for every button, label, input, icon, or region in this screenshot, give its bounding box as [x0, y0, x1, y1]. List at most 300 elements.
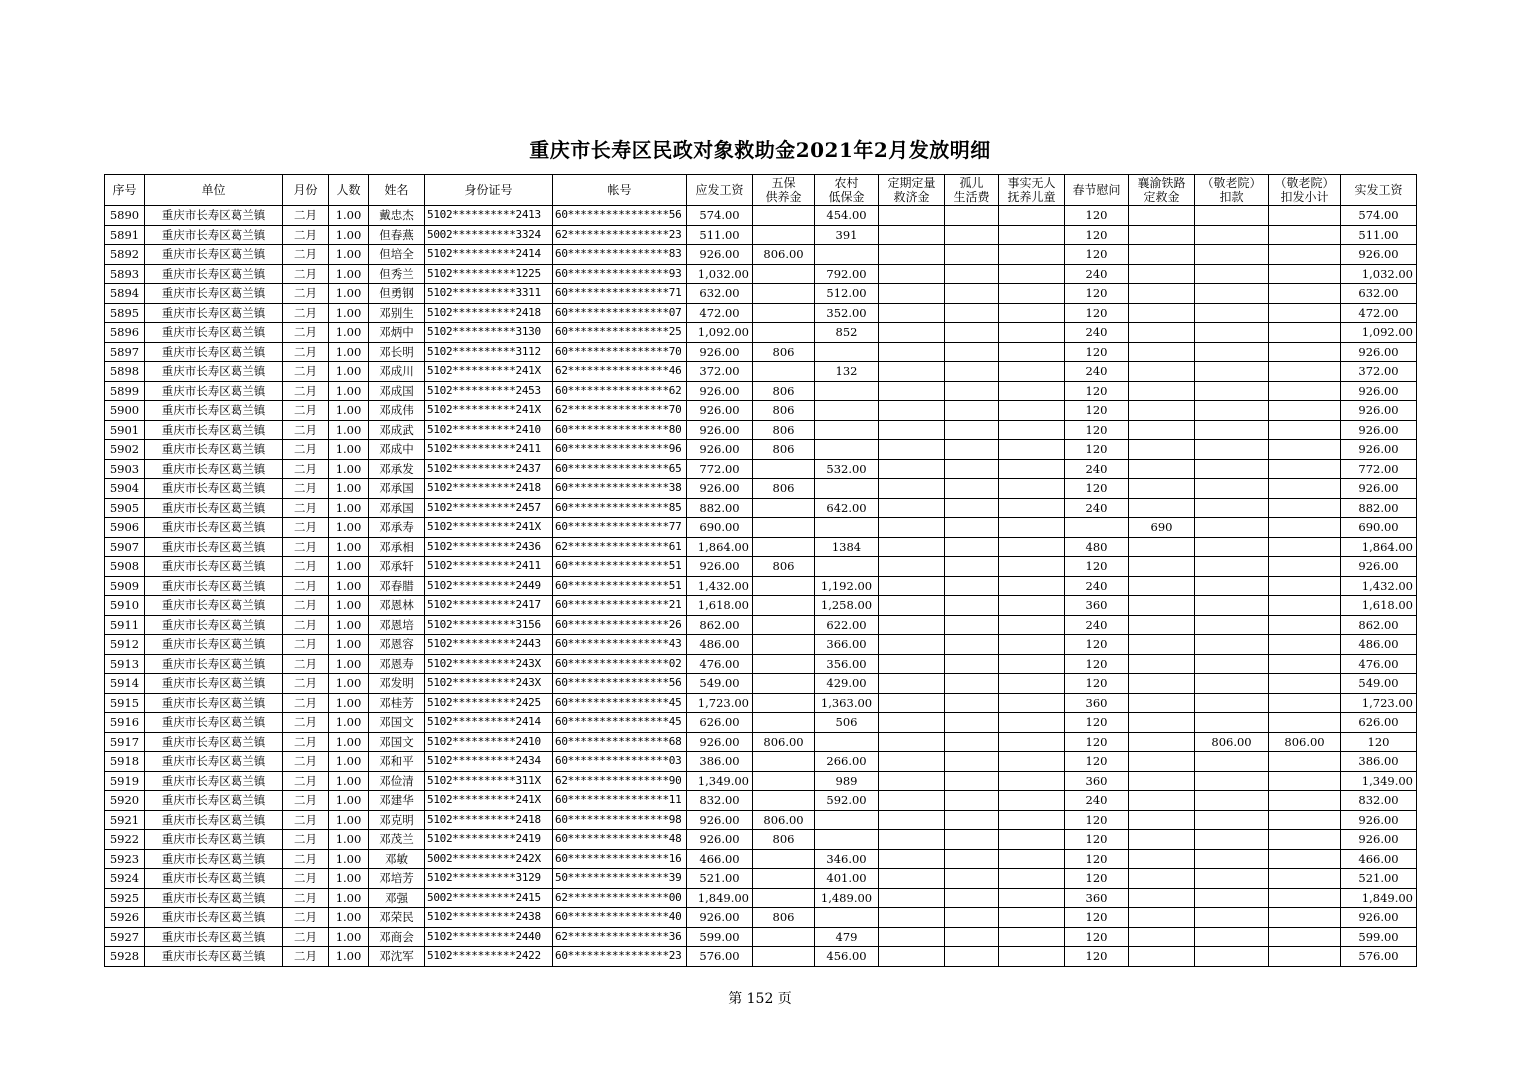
- table-row: [105, 557, 1417, 577]
- table-cell: 邓成武: [369, 420, 425, 440]
- table-cell: [879, 615, 945, 635]
- table-cell: [879, 381, 945, 401]
- table-row: [105, 771, 1417, 791]
- table-cell: 1.00: [329, 654, 369, 674]
- table-cell: [1129, 420, 1195, 440]
- table-cell: 360: [1065, 693, 1129, 713]
- table-cell: 521.00: [1341, 869, 1417, 889]
- table-cell: [999, 557, 1065, 577]
- table-cell: 120: [1065, 206, 1129, 226]
- table-cell: [1129, 752, 1195, 772]
- table-cell: 356.00: [815, 654, 879, 674]
- table-row: [105, 674, 1417, 694]
- table-cell: [879, 635, 945, 655]
- table-cell: 480: [1065, 537, 1129, 557]
- table-cell: [945, 479, 999, 499]
- table-cell: [1195, 284, 1269, 304]
- table-cell: [879, 537, 945, 557]
- table-cell: 5102**********2410: [425, 732, 553, 752]
- table-cell: [945, 381, 999, 401]
- table-cell: [753, 888, 815, 908]
- table-cell: 926.00: [1341, 479, 1417, 499]
- table-cell: 5924: [105, 869, 145, 889]
- table-cell: 5102**********2457: [425, 498, 553, 518]
- table-cell: 120: [1065, 303, 1129, 323]
- table-cell: [1195, 849, 1269, 869]
- table-cell: 360: [1065, 771, 1129, 791]
- table-cell: 重庆市长寿区葛兰镇: [145, 830, 283, 850]
- table-cell: [1195, 693, 1269, 713]
- table-cell: [1269, 869, 1341, 889]
- table-cell: [1269, 713, 1341, 733]
- table-cell: 240: [1065, 459, 1129, 479]
- table-cell: 邓成伟: [369, 401, 425, 421]
- table-cell: [753, 537, 815, 557]
- table-cell: 5921: [105, 810, 145, 830]
- column-header: 实发工资: [1341, 175, 1417, 206]
- column-header: 帐号: [553, 175, 687, 206]
- table-cell: [1195, 908, 1269, 928]
- table-cell: [999, 518, 1065, 538]
- table-cell: 60****************38: [553, 479, 687, 499]
- table-cell: [1195, 498, 1269, 518]
- table-cell: [879, 908, 945, 928]
- table-cell: [753, 927, 815, 947]
- table-cell: 882.00: [1341, 498, 1417, 518]
- table-cell: [1065, 518, 1129, 538]
- table-cell: 二月: [283, 596, 329, 616]
- table-cell: 二月: [283, 908, 329, 928]
- table-cell: [999, 752, 1065, 772]
- table-cell: 120: [1065, 420, 1129, 440]
- table-cell: 5896: [105, 323, 145, 343]
- table-cell: 5899: [105, 381, 145, 401]
- table-cell: 邓国文: [369, 713, 425, 733]
- table-cell: 5903: [105, 459, 145, 479]
- table-row: [105, 401, 1417, 421]
- table-cell: 549.00: [687, 674, 753, 694]
- table-cell: 邓荣民: [369, 908, 425, 928]
- table-cell: 1,092.00: [1341, 323, 1417, 343]
- table-cell: [1129, 557, 1195, 577]
- table-cell: 1.00: [329, 518, 369, 538]
- table-cell: 511.00: [687, 225, 753, 245]
- table-cell: 重庆市长寿区葛兰镇: [145, 284, 283, 304]
- table-cell: 599.00: [687, 927, 753, 947]
- table-cell: 352.00: [815, 303, 879, 323]
- table-cell: [1129, 771, 1195, 791]
- table-cell: 989: [815, 771, 879, 791]
- table-cell: [753, 674, 815, 694]
- table-cell: [1269, 888, 1341, 908]
- table-cell: 1.00: [329, 908, 369, 928]
- table-cell: 但秀兰: [369, 264, 425, 284]
- table-cell: 486.00: [687, 635, 753, 655]
- table-cell: 1.00: [329, 303, 369, 323]
- table-cell: 5102**********241X: [425, 401, 553, 421]
- table-cell: 5926: [105, 908, 145, 928]
- table-cell: 邓国文: [369, 732, 425, 752]
- table-cell: 1.00: [329, 674, 369, 694]
- table-cell: [879, 576, 945, 596]
- table-cell: 599.00: [1341, 927, 1417, 947]
- table-cell: [879, 342, 945, 362]
- table-row: [105, 752, 1417, 772]
- table-cell: [879, 830, 945, 850]
- table-cell: 重庆市长寿区葛兰镇: [145, 225, 283, 245]
- table-cell: [999, 888, 1065, 908]
- table-row: [105, 693, 1417, 713]
- table-cell: 1.00: [329, 206, 369, 226]
- table-cell: [999, 342, 1065, 362]
- table-cell: 邓别生: [369, 303, 425, 323]
- table-cell: [945, 498, 999, 518]
- table-cell: [753, 869, 815, 889]
- table-cell: 60****************43: [553, 635, 687, 655]
- table-cell: [879, 284, 945, 304]
- table-cell: 邓培芳: [369, 869, 425, 889]
- table-cell: [753, 362, 815, 382]
- table-cell: 重庆市长寿区葛兰镇: [145, 908, 283, 928]
- table-cell: [879, 869, 945, 889]
- table-cell: 926.00: [687, 830, 753, 850]
- table-cell: [879, 459, 945, 479]
- table-cell: 重庆市长寿区葛兰镇: [145, 557, 283, 577]
- table-cell: 806.00: [753, 732, 815, 752]
- table-cell: 重庆市长寿区葛兰镇: [145, 791, 283, 811]
- table-cell: 60****************71: [553, 284, 687, 304]
- table-row: [105, 479, 1417, 499]
- table-cell: [753, 947, 815, 967]
- table-cell: 1.00: [329, 323, 369, 343]
- table-cell: [999, 635, 1065, 655]
- table-cell: 1,349.00: [1341, 771, 1417, 791]
- table-cell: 772.00: [687, 459, 753, 479]
- table-cell: [999, 303, 1065, 323]
- table-cell: [753, 596, 815, 616]
- table-cell: 重庆市长寿区葛兰镇: [145, 927, 283, 947]
- table-cell: 二月: [283, 440, 329, 460]
- table-cell: 二月: [283, 264, 329, 284]
- table-cell: [1195, 615, 1269, 635]
- table-cell: [1195, 225, 1269, 245]
- table-cell: 60****************65: [553, 459, 687, 479]
- table-cell: 60****************56: [553, 206, 687, 226]
- table-cell: 5102**********241X: [425, 518, 553, 538]
- table-cell: 386.00: [687, 752, 753, 772]
- table-cell: [1195, 596, 1269, 616]
- table-cell: 1.00: [329, 537, 369, 557]
- table-cell: 邓承寿: [369, 518, 425, 538]
- table-row: [105, 381, 1417, 401]
- table-row: [105, 927, 1417, 947]
- table-row: [105, 596, 1417, 616]
- table-cell: 二月: [283, 518, 329, 538]
- table-cell: [753, 791, 815, 811]
- table-cell: 120: [1065, 245, 1129, 265]
- table-cell: [1195, 927, 1269, 947]
- column-header: 姓名: [369, 175, 425, 206]
- table-cell: [1129, 284, 1195, 304]
- table-cell: [753, 323, 815, 343]
- table-cell: 5919: [105, 771, 145, 791]
- table-cell: [999, 849, 1065, 869]
- table-cell: 邓恩林: [369, 596, 425, 616]
- table-cell: [1269, 264, 1341, 284]
- table-cell: [999, 908, 1065, 928]
- table-cell: 5923: [105, 849, 145, 869]
- column-header: 事实无人 抚养儿童: [999, 175, 1065, 206]
- table-cell: 邓长明: [369, 342, 425, 362]
- table-cell: 5102**********3129: [425, 869, 553, 889]
- table-cell: [879, 323, 945, 343]
- table-cell: [1129, 245, 1195, 265]
- table-cell: 806.00: [1195, 732, 1269, 752]
- table-cell: [815, 518, 879, 538]
- table-cell: 240: [1065, 264, 1129, 284]
- table-cell: [879, 479, 945, 499]
- table-cell: [1195, 830, 1269, 850]
- table-cell: 926.00: [1341, 830, 1417, 850]
- table-cell: 二月: [283, 362, 329, 382]
- table-cell: 二月: [283, 420, 329, 440]
- table-cell: 二月: [283, 401, 329, 421]
- table-cell: [945, 869, 999, 889]
- table-cell: 120: [1065, 440, 1129, 460]
- table-cell: [999, 596, 1065, 616]
- table-cell: 二月: [283, 459, 329, 479]
- table-cell: 626.00: [687, 713, 753, 733]
- table-cell: 5918: [105, 752, 145, 772]
- table-cell: 1.00: [329, 732, 369, 752]
- table-cell: 60****************03: [553, 752, 687, 772]
- table-cell: 60****************51: [553, 576, 687, 596]
- table-cell: [815, 732, 879, 752]
- table-cell: [1195, 206, 1269, 226]
- table-cell: [999, 362, 1065, 382]
- table-cell: 926.00: [1341, 557, 1417, 577]
- table-cell: 邓成国: [369, 381, 425, 401]
- table-row: [105, 518, 1417, 538]
- table-cell: [1269, 284, 1341, 304]
- table-cell: 5102**********3156: [425, 615, 553, 635]
- table-cell: [1129, 342, 1195, 362]
- table-cell: 476.00: [1341, 654, 1417, 674]
- table-cell: [1269, 440, 1341, 460]
- table-cell: 邓茂兰: [369, 830, 425, 850]
- table-cell: 5893: [105, 264, 145, 284]
- table-cell: [1129, 869, 1195, 889]
- table-cell: [815, 245, 879, 265]
- table-cell: [1129, 596, 1195, 616]
- table-row: [105, 810, 1417, 830]
- table-cell: 二月: [283, 323, 329, 343]
- table-cell: 511.00: [1341, 225, 1417, 245]
- table-cell: 62****************90: [553, 771, 687, 791]
- table-cell: 926.00: [1341, 245, 1417, 265]
- table-cell: 806: [753, 440, 815, 460]
- table-cell: 521.00: [687, 869, 753, 889]
- table-cell: 1.00: [329, 713, 369, 733]
- table-cell: 5102**********2418: [425, 479, 553, 499]
- table-row: [105, 869, 1417, 889]
- table-row: [105, 732, 1417, 752]
- table-cell: 622.00: [815, 615, 879, 635]
- table-cell: 642.00: [815, 498, 879, 518]
- table-cell: 二月: [283, 654, 329, 674]
- table-cell: [1269, 245, 1341, 265]
- table-cell: [753, 576, 815, 596]
- table-cell: 806: [753, 381, 815, 401]
- page-number: 第 152 页: [728, 991, 792, 1007]
- table-cell: [1129, 479, 1195, 499]
- table-cell: [1195, 752, 1269, 772]
- table-cell: 1.00: [329, 791, 369, 811]
- table-cell: 重庆市长寿区葛兰镇: [145, 401, 283, 421]
- table-cell: [1129, 849, 1195, 869]
- table-cell: 772.00: [1341, 459, 1417, 479]
- table-cell: 5907: [105, 537, 145, 557]
- table-cell: 1.00: [329, 947, 369, 967]
- relief-fund-table: [104, 174, 1417, 967]
- table-cell: [1129, 810, 1195, 830]
- table-cell: [753, 303, 815, 323]
- table-cell: 5102**********2418: [425, 810, 553, 830]
- table-cell: 1.00: [329, 849, 369, 869]
- table-cell: 二月: [283, 927, 329, 947]
- table-cell: 472.00: [1341, 303, 1417, 323]
- table-cell: [1129, 908, 1195, 928]
- table-cell: [879, 693, 945, 713]
- table-cell: 5928: [105, 947, 145, 967]
- table-cell: 62****************23: [553, 225, 687, 245]
- table-cell: [1269, 459, 1341, 479]
- table-cell: 1.00: [329, 830, 369, 850]
- table-cell: 240: [1065, 615, 1129, 635]
- table-cell: 重庆市长寿区葛兰镇: [145, 654, 283, 674]
- table-cell: [879, 810, 945, 830]
- table-cell: 60****************68: [553, 732, 687, 752]
- table-cell: 120: [1065, 927, 1129, 947]
- table-cell: [1195, 947, 1269, 967]
- table-cell: [753, 615, 815, 635]
- table-cell: [1195, 440, 1269, 460]
- table-cell: 二月: [283, 713, 329, 733]
- table-cell: 5911: [105, 615, 145, 635]
- table-cell: 1.00: [329, 264, 369, 284]
- table-row: [105, 342, 1417, 362]
- table-cell: 二月: [283, 869, 329, 889]
- table-cell: 120: [1065, 342, 1129, 362]
- table-cell: [1269, 615, 1341, 635]
- table-cell: 926.00: [1341, 908, 1417, 928]
- table-cell: 1.00: [329, 401, 369, 421]
- table-cell: 806: [753, 401, 815, 421]
- column-header: 单位: [145, 175, 283, 206]
- table-cell: [1195, 810, 1269, 830]
- table-cell: 重庆市长寿区葛兰镇: [145, 479, 283, 499]
- column-header: 人数: [329, 175, 369, 206]
- table-cell: 120: [1065, 732, 1129, 752]
- table-cell: 5922: [105, 830, 145, 850]
- table-cell: [879, 498, 945, 518]
- table-cell: 386.00: [1341, 752, 1417, 772]
- table-cell: 5891: [105, 225, 145, 245]
- table-row: [105, 245, 1417, 265]
- table-cell: [1129, 401, 1195, 421]
- table-cell: 60****************48: [553, 830, 687, 850]
- table-cell: 重庆市长寿区葛兰镇: [145, 674, 283, 694]
- table-cell: [945, 342, 999, 362]
- table-cell: [945, 596, 999, 616]
- table-cell: [1129, 498, 1195, 518]
- table-cell: [815, 401, 879, 421]
- table-row: [105, 284, 1417, 304]
- table-cell: [945, 225, 999, 245]
- table-cell: [815, 479, 879, 499]
- table-cell: 401.00: [815, 869, 879, 889]
- table-cell: 1,864.00: [1341, 537, 1417, 557]
- table-cell: [1129, 693, 1195, 713]
- table-cell: [1195, 557, 1269, 577]
- table-cell: [1195, 713, 1269, 733]
- table-cell: 1,618.00: [1341, 596, 1417, 616]
- table-cell: [999, 576, 1065, 596]
- table-cell: [1129, 323, 1195, 343]
- table-cell: 重庆市长寿区葛兰镇: [145, 635, 283, 655]
- table-row: [105, 225, 1417, 245]
- table-cell: [1129, 362, 1195, 382]
- table-cell: 806: [753, 908, 815, 928]
- table-cell: [1195, 576, 1269, 596]
- table-cell: 5102**********2417: [425, 596, 553, 616]
- table-cell: [879, 264, 945, 284]
- table-cell: [999, 771, 1065, 791]
- table-cell: 1.00: [329, 771, 369, 791]
- table-cell: [999, 810, 1065, 830]
- table-row: [105, 615, 1417, 635]
- table-cell: 391: [815, 225, 879, 245]
- table-cell: 926.00: [687, 908, 753, 928]
- table-cell: 50****************39: [553, 869, 687, 889]
- table-cell: 506: [815, 713, 879, 733]
- table-cell: [999, 791, 1065, 811]
- table-cell: [1195, 635, 1269, 655]
- table-cell: [999, 732, 1065, 752]
- table-cell: [1129, 303, 1195, 323]
- table-cell: [879, 791, 945, 811]
- table-cell: [879, 849, 945, 869]
- table-cell: [999, 869, 1065, 889]
- table-cell: 120: [1065, 810, 1129, 830]
- table-cell: [945, 206, 999, 226]
- table-cell: [999, 245, 1065, 265]
- table-cell: 邓商会: [369, 927, 425, 947]
- table-cell: [1129, 888, 1195, 908]
- column-header: 序号: [105, 175, 145, 206]
- table-cell: 120: [1065, 752, 1129, 772]
- table-cell: 1,092.00: [687, 323, 753, 343]
- table-cell: [945, 791, 999, 811]
- table-cell: 120: [1065, 225, 1129, 245]
- table-cell: 5925: [105, 888, 145, 908]
- table-cell: 二月: [283, 888, 329, 908]
- column-header: 应发工资: [687, 175, 753, 206]
- table-cell: 60****************26: [553, 615, 687, 635]
- table-cell: [879, 888, 945, 908]
- table-cell: 1,489.00: [815, 888, 879, 908]
- table-cell: 二月: [283, 791, 329, 811]
